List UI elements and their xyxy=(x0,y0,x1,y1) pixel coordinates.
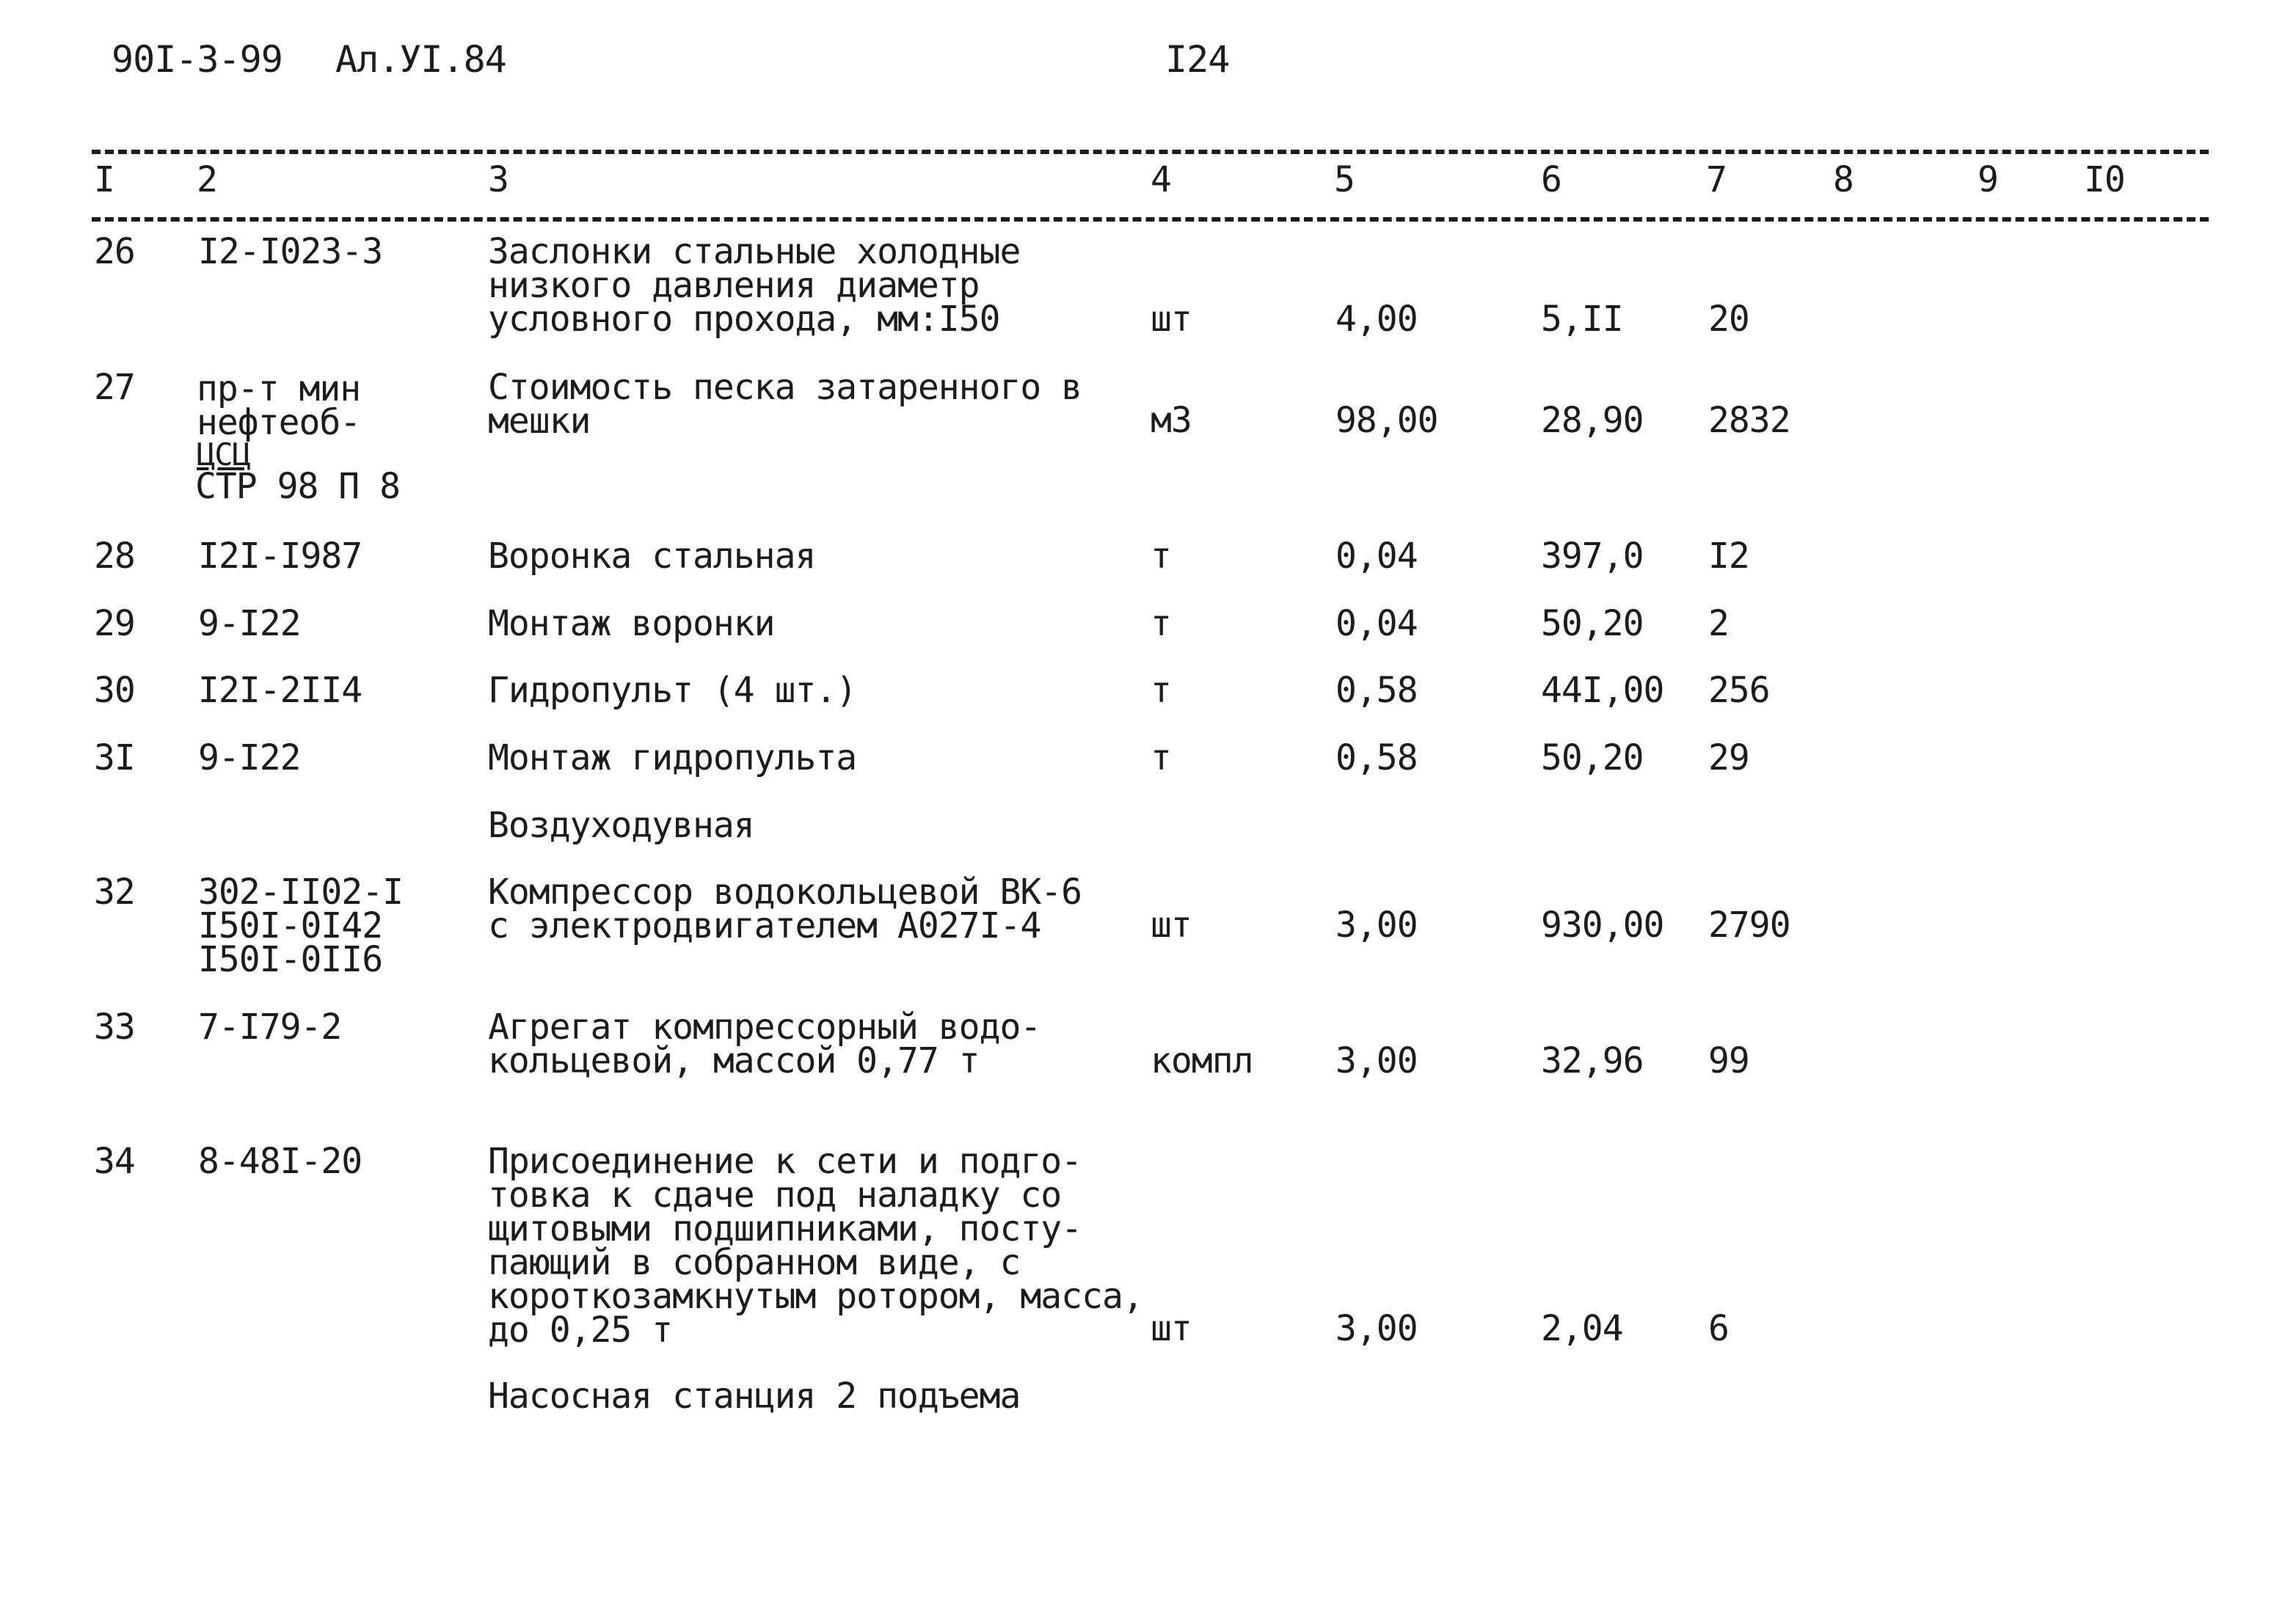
sheet-designation: Ал.УI.84 xyxy=(335,38,506,81)
row-number: 28 xyxy=(94,536,135,577)
row-total: 2790 xyxy=(1708,905,1790,946)
row-name: Гидропульт (4 шт.) xyxy=(488,670,857,711)
column-header-9: 9 xyxy=(1978,159,1998,200)
column-header-3: 3 xyxy=(488,159,509,200)
section-heading: Воздуходувная xyxy=(488,805,754,846)
row-number: 29 xyxy=(94,603,135,644)
row-name: Заслонки стальные холодные низкого давления диаметр условного прохода, мм:I50 xyxy=(488,231,1021,340)
page-number: I24 xyxy=(1165,38,1230,81)
row-code: 9-I22 xyxy=(198,737,301,778)
row-number: 27 xyxy=(94,367,135,408)
row-unit: т xyxy=(1151,536,1171,577)
section-heading: Насосная станция 2 подъема xyxy=(488,1376,1021,1417)
row-total: I2 xyxy=(1708,536,1749,577)
row-name: Воронка стальная xyxy=(488,536,816,577)
row-unit-price: 930,00 xyxy=(1541,905,1664,946)
row-code-line: СТР 98 П 8 xyxy=(195,466,400,507)
row-quantity: 98,00 xyxy=(1335,400,1438,441)
row-code: 302-II02-I I50I-0I42 I50I-0II6 xyxy=(198,872,403,980)
row-unit-price: 44I,00 xyxy=(1541,670,1664,711)
row-code-line: ЦСЦ xyxy=(197,437,250,472)
row-code: 8-48I-20 xyxy=(198,1141,362,1182)
row-total: 20 xyxy=(1708,299,1749,340)
row-total: 99 xyxy=(1708,1040,1749,1081)
row-unit-price: 50,20 xyxy=(1541,737,1644,778)
row-unit: т xyxy=(1151,603,1171,644)
row-number: 32 xyxy=(94,872,135,913)
row-unit-price: 28,90 xyxy=(1541,400,1644,441)
row-number: 30 xyxy=(94,670,135,711)
row-unit-price: 5,II xyxy=(1541,299,1623,340)
row-quantity: 0,04 xyxy=(1335,536,1418,577)
row-total: 2 xyxy=(1708,603,1729,644)
column-header-4: 4 xyxy=(1151,159,1171,200)
row-quantity: 3,00 xyxy=(1335,1040,1418,1081)
row-code: 9-I22 xyxy=(198,603,301,644)
row-quantity: 3,00 xyxy=(1335,1308,1418,1349)
row-code: 7-I79-2 xyxy=(198,1007,342,1048)
row-total: 256 xyxy=(1708,670,1770,711)
row-number: 34 xyxy=(94,1141,135,1182)
row-total: 2832 xyxy=(1708,400,1790,441)
row-unit: шт xyxy=(1151,1308,1192,1349)
row-name: Агрегат компрессорный водо- кольцевой, массой 0,77 т xyxy=(488,1007,1041,1081)
row-name: Монтаж гидропульта xyxy=(488,737,857,778)
row-unit: м3 xyxy=(1151,400,1192,441)
row-quantity: 0,58 xyxy=(1335,737,1418,778)
row-name: Присоединение к сети и подго- товка к сдаче под наладку со щитовыми подшипниками, посту- пающий в собранном виде, с короткозамкнутым ротором, масса, до 0,25 т xyxy=(488,1141,1143,1351)
row-total: 6 xyxy=(1708,1308,1729,1349)
column-header-5: 5 xyxy=(1334,159,1355,200)
row-quantity: 0,58 xyxy=(1335,670,1418,711)
row-name: Компрессор водокольцевой ВК-6 с электродвигателем А027I-4 xyxy=(488,872,1082,946)
row-unit: т xyxy=(1151,670,1171,711)
row-unit-price: 2,04 xyxy=(1541,1308,1623,1349)
table-top-rule xyxy=(92,150,2209,154)
row-unit-price: 32,96 xyxy=(1541,1040,1644,1081)
row-unit: шт xyxy=(1151,299,1192,340)
column-header-2: 2 xyxy=(197,159,217,200)
row-unit: шт xyxy=(1151,905,1192,946)
column-header-10: I0 xyxy=(2084,159,2125,200)
row-total: 29 xyxy=(1708,737,1749,778)
row-code: I2I-I987 xyxy=(198,536,362,577)
row-number: 33 xyxy=(94,1007,135,1048)
row-code-line: нефтеоб- xyxy=(197,402,361,443)
row-number: 3I xyxy=(94,737,135,778)
row-code: I2-I023-3 xyxy=(198,231,383,272)
row-code-line: пр-т мин xyxy=(197,368,361,409)
row-name: Стоимость песка затаренного в мешки xyxy=(488,367,1082,442)
row-unit: т xyxy=(1151,737,1171,778)
row-quantity: 0,04 xyxy=(1335,603,1418,644)
column-header-6: 6 xyxy=(1541,159,1561,200)
row-quantity: 3,00 xyxy=(1335,905,1418,946)
row-unit: компл xyxy=(1151,1040,1253,1081)
column-header-7: 7 xyxy=(1706,159,1727,200)
document-code: 90I-3-99 xyxy=(112,38,283,81)
row-number: 26 xyxy=(94,231,135,272)
row-name: Монтаж воронки xyxy=(488,603,775,644)
table-header-rule xyxy=(92,217,2209,222)
row-code: I2I-2II4 xyxy=(198,670,362,711)
row-unit-price: 50,20 xyxy=(1541,603,1644,644)
row-quantity: 4,00 xyxy=(1335,299,1418,340)
column-header-8: 8 xyxy=(1833,159,1854,200)
row-unit-price: 397,0 xyxy=(1541,536,1644,577)
column-header-1: I xyxy=(94,159,114,200)
